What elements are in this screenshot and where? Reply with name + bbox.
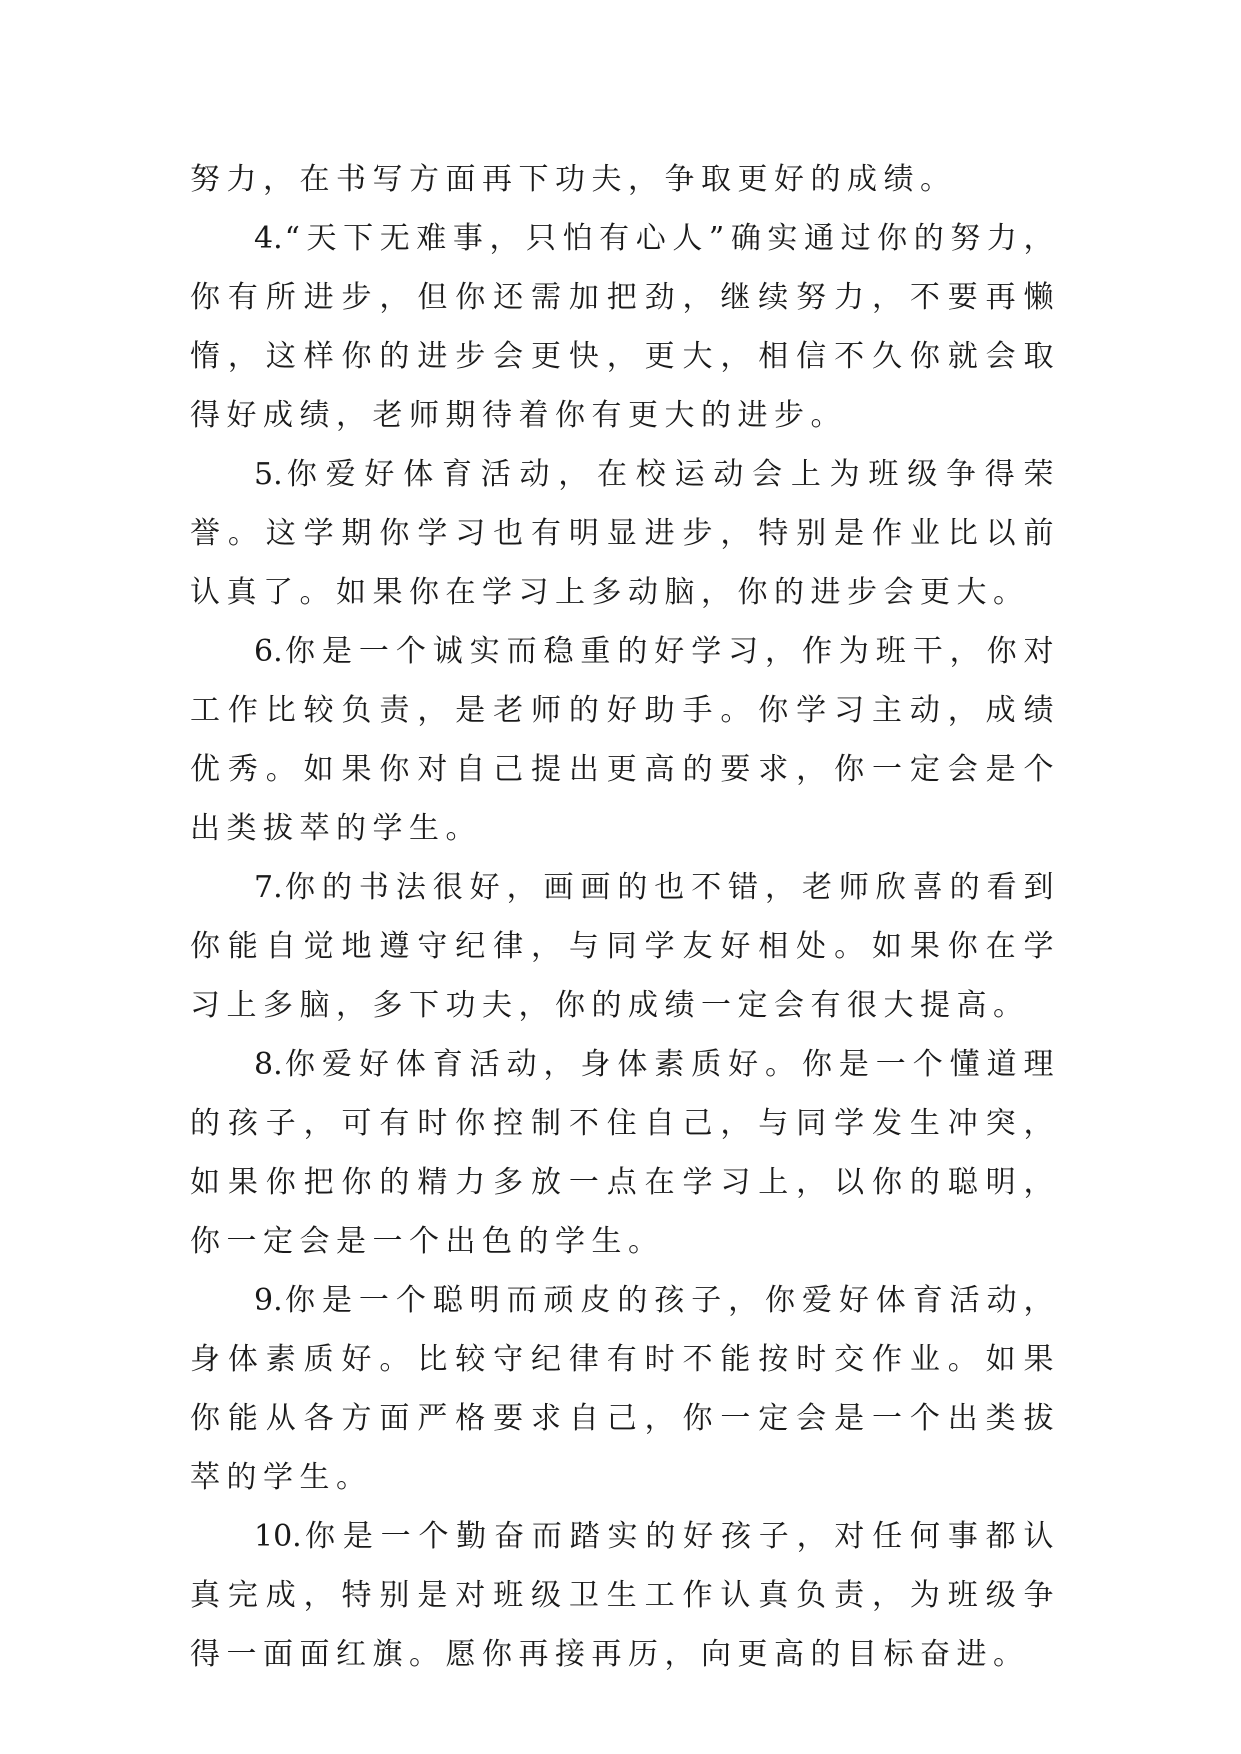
paragraph-item-7 xyxy=(190,858,1060,1035)
paragraph-item-9 xyxy=(190,1271,1060,1507)
paragraph-item-10 xyxy=(190,1507,1060,1684)
paragraph-text: 你的书法很好，画画的也不错，老师欣喜的看到你能自觉地遵守纪律，与同学友好相处。如果你在学习上多脑，多下功夫，你的成绩一定会有很大提高。 xyxy=(190,870,1060,1023)
paragraph-text: “天下无难事，只怕有心人”确实通过你的努力，你有所进步，但你还需加把劲，继续努力，不要再懒惰，这样你的进步会更快，更大，相信不久你就会取得好成绩，老师期待着你有更大的进步。 xyxy=(190,221,1060,433)
paragraph-number: 4. xyxy=(254,221,283,256)
paragraph-item-5 xyxy=(190,445,1060,622)
paragraph-text: 你爱好体育活动，身体素质好。你是一个懂道理的孩子，可有时你控制不住自己，与同学发生冲突，如果你把你的精力多放一点在学习上，以你的聪明，你一定会是一个出色的学生。 xyxy=(190,1047,1060,1259)
paragraph-number: 8. xyxy=(254,1047,283,1082)
paragraph-number: 10. xyxy=(254,1519,302,1554)
paragraph-text: 你是一个勤奋而踏实的好孩子，对任何事都认真完成，特别是对班级卫生工作认真负责，为班级争得一面面红旗。愿你再接再历，向更高的目标奋进。 xyxy=(190,1519,1060,1672)
paragraph-number: 7. xyxy=(254,870,283,905)
paragraph-item-8 xyxy=(190,1035,1060,1271)
paragraph-number: 6. xyxy=(254,634,283,669)
paragraph-item-6 xyxy=(190,622,1060,858)
paragraph-continuation xyxy=(190,150,1060,209)
paragraph-text: 你是一个诚实而稳重的好学习，作为班干，你对工作比较负责，是老师的好助手。你学习主动，成绩优秀。如果你对自己提出更高的要求，你一定会是个出类拔萃的学生。 xyxy=(190,634,1060,846)
paragraph-text: 你爱好体育活动，在校运动会上为班级争得荣誉。这学期你学习也有明显进步，特别是作业比以前认真了。如果你在学习上多动脑，你的进步会更大。 xyxy=(190,457,1060,610)
paragraph-number: 5. xyxy=(254,457,283,492)
paragraph-text: 你是一个聪明而顽皮的孩子，你爱好体育活动，身体素质好。比较守纪律有时不能按时交作业。如果你能从各方面严格要求自己，你一定会是一个出类拔萃的学生。 xyxy=(190,1283,1060,1495)
paragraph-text: 努力，在书写方面再下功夫，争取更好的成绩。 xyxy=(190,162,957,197)
paragraph-number: 9. xyxy=(254,1283,283,1318)
paragraph-item-4 xyxy=(190,209,1060,445)
document-body xyxy=(190,150,1060,1684)
